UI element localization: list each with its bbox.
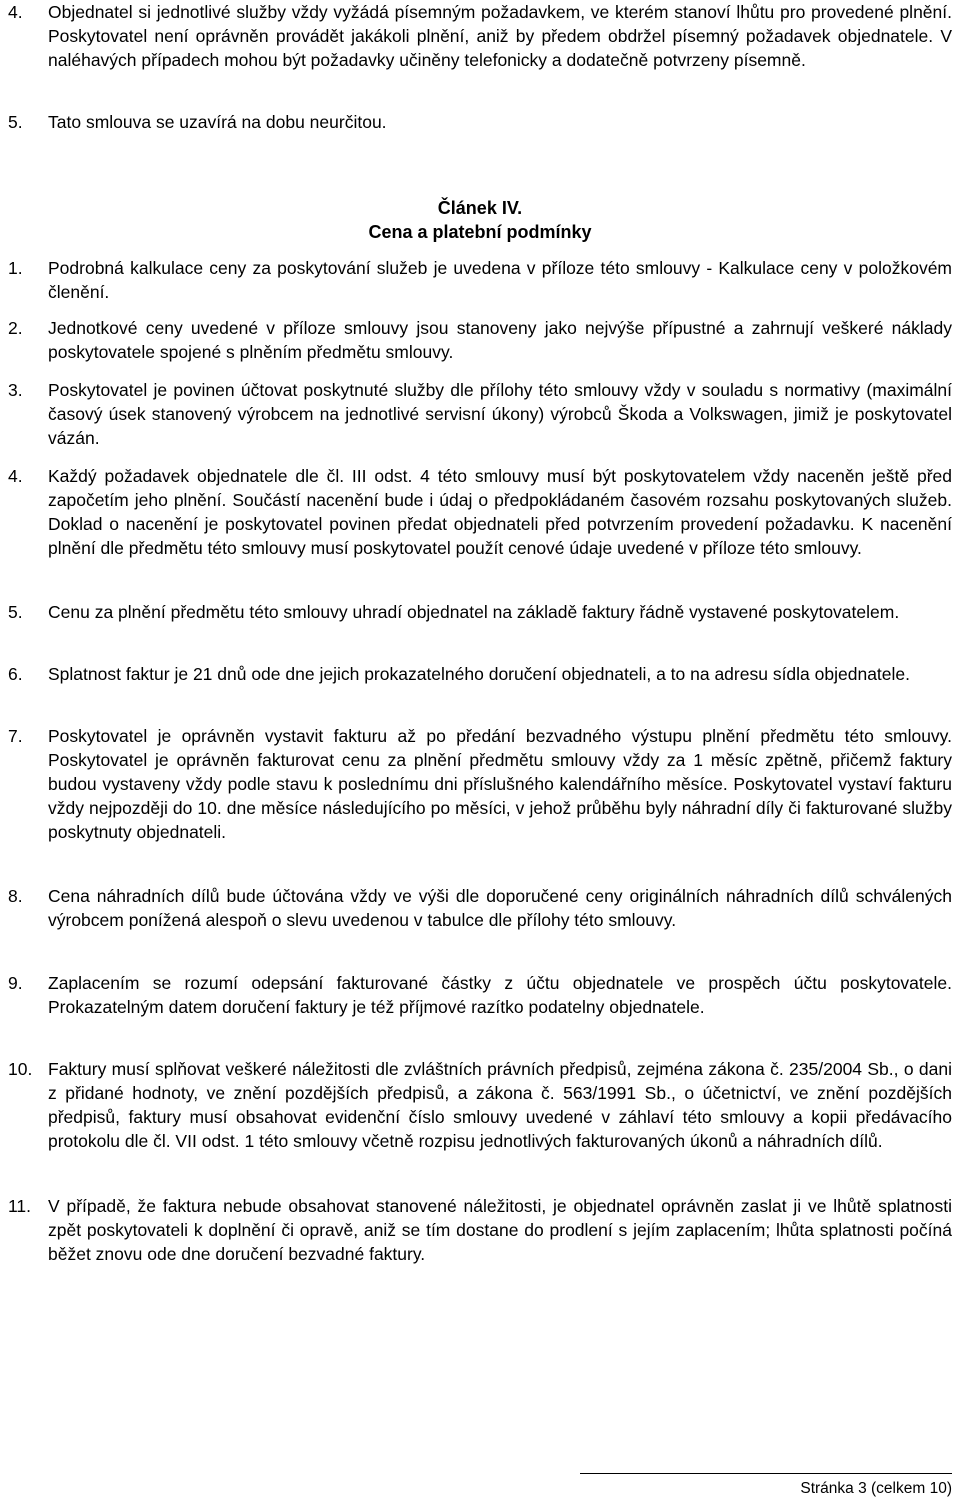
item-number: 11. bbox=[8, 1196, 32, 1216]
item-text: Poskytovatel je povinen účtovat poskytnuté služby dle přílohy této smlouvy vždy v souladu s normativy (maximální časový úsek stanovený výrobcem na jednotlivé servisní úkony) výrobců Škoda a Volkswagen, jimiž je poskytovatel vázán. bbox=[48, 380, 952, 448]
item-text: Cenu za plnění předmětu této smlouvy uhradí objednatel na základě faktury řádně vystavené poskytovatelem. bbox=[48, 602, 900, 622]
item-text: Podrobná kalkulace ceny za poskytování služeb je uvedena v příloze této smlouvy - Kalkulace ceny v položkovém členění. bbox=[48, 258, 952, 302]
item-number: 3. bbox=[8, 380, 23, 400]
list-item bbox=[8, 0, 952, 72]
item-text: Zaplacením se rozumí odepsání fakturované částky z účtu objednatele ve prospěch účtu poskytovatele. Prokazatelným datem doručení faktury je též příjmové razítko podatelny objednatele. bbox=[48, 973, 952, 1017]
list-item bbox=[8, 884, 952, 932]
item-text: Splatnost faktur je 21 dnů ode dne jejich prokazatelného doručení objednateli, a to na adresu sídla objednatele. bbox=[48, 664, 911, 684]
list-item bbox=[8, 464, 952, 560]
list-item bbox=[8, 1057, 952, 1153]
article-number: Článek IV. bbox=[437, 198, 523, 218]
item-number: 1. bbox=[8, 258, 23, 278]
item-number: 4. bbox=[8, 2, 23, 22]
list-item bbox=[8, 378, 952, 450]
item-number: 9. bbox=[8, 973, 23, 993]
item-number: 2. bbox=[8, 318, 23, 338]
page-number-label: Stránka 3 (celkem 10) bbox=[800, 1480, 952, 1497]
item-text: Faktury musí splňovat veškeré náležitosti dle zvláštních právních předpisů, zejména zákona č. 235/2004 Sb., o dani z přidané hodnoty, ve znění pozdějších předpisů, a zákona č. 563/1991 Sb., o účetnictví, ve znění pozdějších předpisů, faktury musí obsahovat evidenční číslo smlouvy uvedené v záhlaví této smlouvy a kopii předávacího protokolu dle čl. VII odst. 1 této smlouvy včetně rozpisu jednotlivých fakturovaných úkonů a náhradních dílů. bbox=[48, 1059, 952, 1151]
item-text: Cena náhradních dílů bude účtována vždy ve výši dle doporučené ceny originálních náhradních dílů schválených výrobcem ponížená alespoň o slevu uvedenou v tabulce dle přílohy této smlouvy. bbox=[48, 886, 952, 930]
item-text: Tato smlouva se uzavírá na dobu neurčitou. bbox=[48, 112, 387, 132]
item-number: 5. bbox=[8, 112, 23, 132]
item-number: 8. bbox=[8, 886, 23, 906]
item-number: 5. bbox=[8, 602, 23, 622]
list-item bbox=[8, 662, 952, 686]
item-text: V případě, že faktura nebude obsahovat stanovené náležitosti, je objednatel oprávněn zaslat ji ve lhůtě splatnosti zpět poskytovateli k doplnění či opravě, aniž se tím dostane do prodlení s jejím zaplacením; lhůta splatnosti počíná běžet znovu ode dne doručení bezvadné faktury. bbox=[48, 1196, 952, 1264]
article-title: Cena a platební podmínky bbox=[368, 222, 592, 242]
list-item bbox=[8, 1194, 952, 1266]
list-item bbox=[8, 971, 952, 1019]
item-text: Objednatel si jednotlivé služby vždy vyžádá písemným požadavkem, ve kterém stanoví lhůtu pro provedené plnění. Poskytovatel není oprávněn provádět jakákoli plnění, aniž by předem obdržel písemný požadavek objednatele. V naléhavých případech mohou být požadavky učiněny telefonicky a dodatečně potvrzeny písemně. bbox=[48, 2, 952, 70]
item-number: 4. bbox=[8, 466, 23, 486]
item-text: Poskytovatel je oprávněn vystavit fakturu až po předání bezvadného výstupu plnění předmětu této smlouvy. Poskytovatel je oprávněn fakturovat cenu za plnění předmětu smlouvy vždy za 1 měsíc zpětně, přičemž faktury budou vystaveny vždy podle stavu k poslednímu dni příslušného kalendářního měsíce. Poskytovatel vystaví fakturu vždy nejpozději do 10. dne měsíce následujícího po měsíci, v jehož průběhu byly náhradní díly či fakturované služby poskytnuty objednateli. bbox=[48, 726, 952, 842]
item-text: Jednotkové ceny uvedené v příloze smlouvy jsou stanoveny jako nejvýše přípustné a zahrnují veškeré náklady poskytovatele spojené s plněním předmětu smlouvy. bbox=[48, 318, 952, 362]
item-number: 6. bbox=[8, 664, 23, 684]
item-number: 10. bbox=[8, 1059, 33, 1079]
item-text: Každý požadavek objednatele dle čl. III odst. 4 této smlouvy musí být poskytovatelem vždy naceněn ještě před započetím jeho plnění. Součástí nacenění bude i údaj o předpokládaném časovém rozsahu poskytovaných služeb. Doklad o nacenění je poskytovatel povinen předat objednateli před potvrzením provedení požadavku. K nacenění plnění dle předmětu této smlouvy musí poskytovatel použít cenové údaje uvedené v příloze této smlouvy. bbox=[48, 466, 952, 558]
list-item bbox=[8, 256, 952, 304]
list-item bbox=[8, 724, 952, 844]
item-number: 7. bbox=[8, 726, 23, 746]
list-item bbox=[8, 316, 952, 364]
list-item bbox=[8, 600, 952, 624]
list-item bbox=[8, 110, 952, 134]
page-footer bbox=[580, 1473, 952, 1500]
